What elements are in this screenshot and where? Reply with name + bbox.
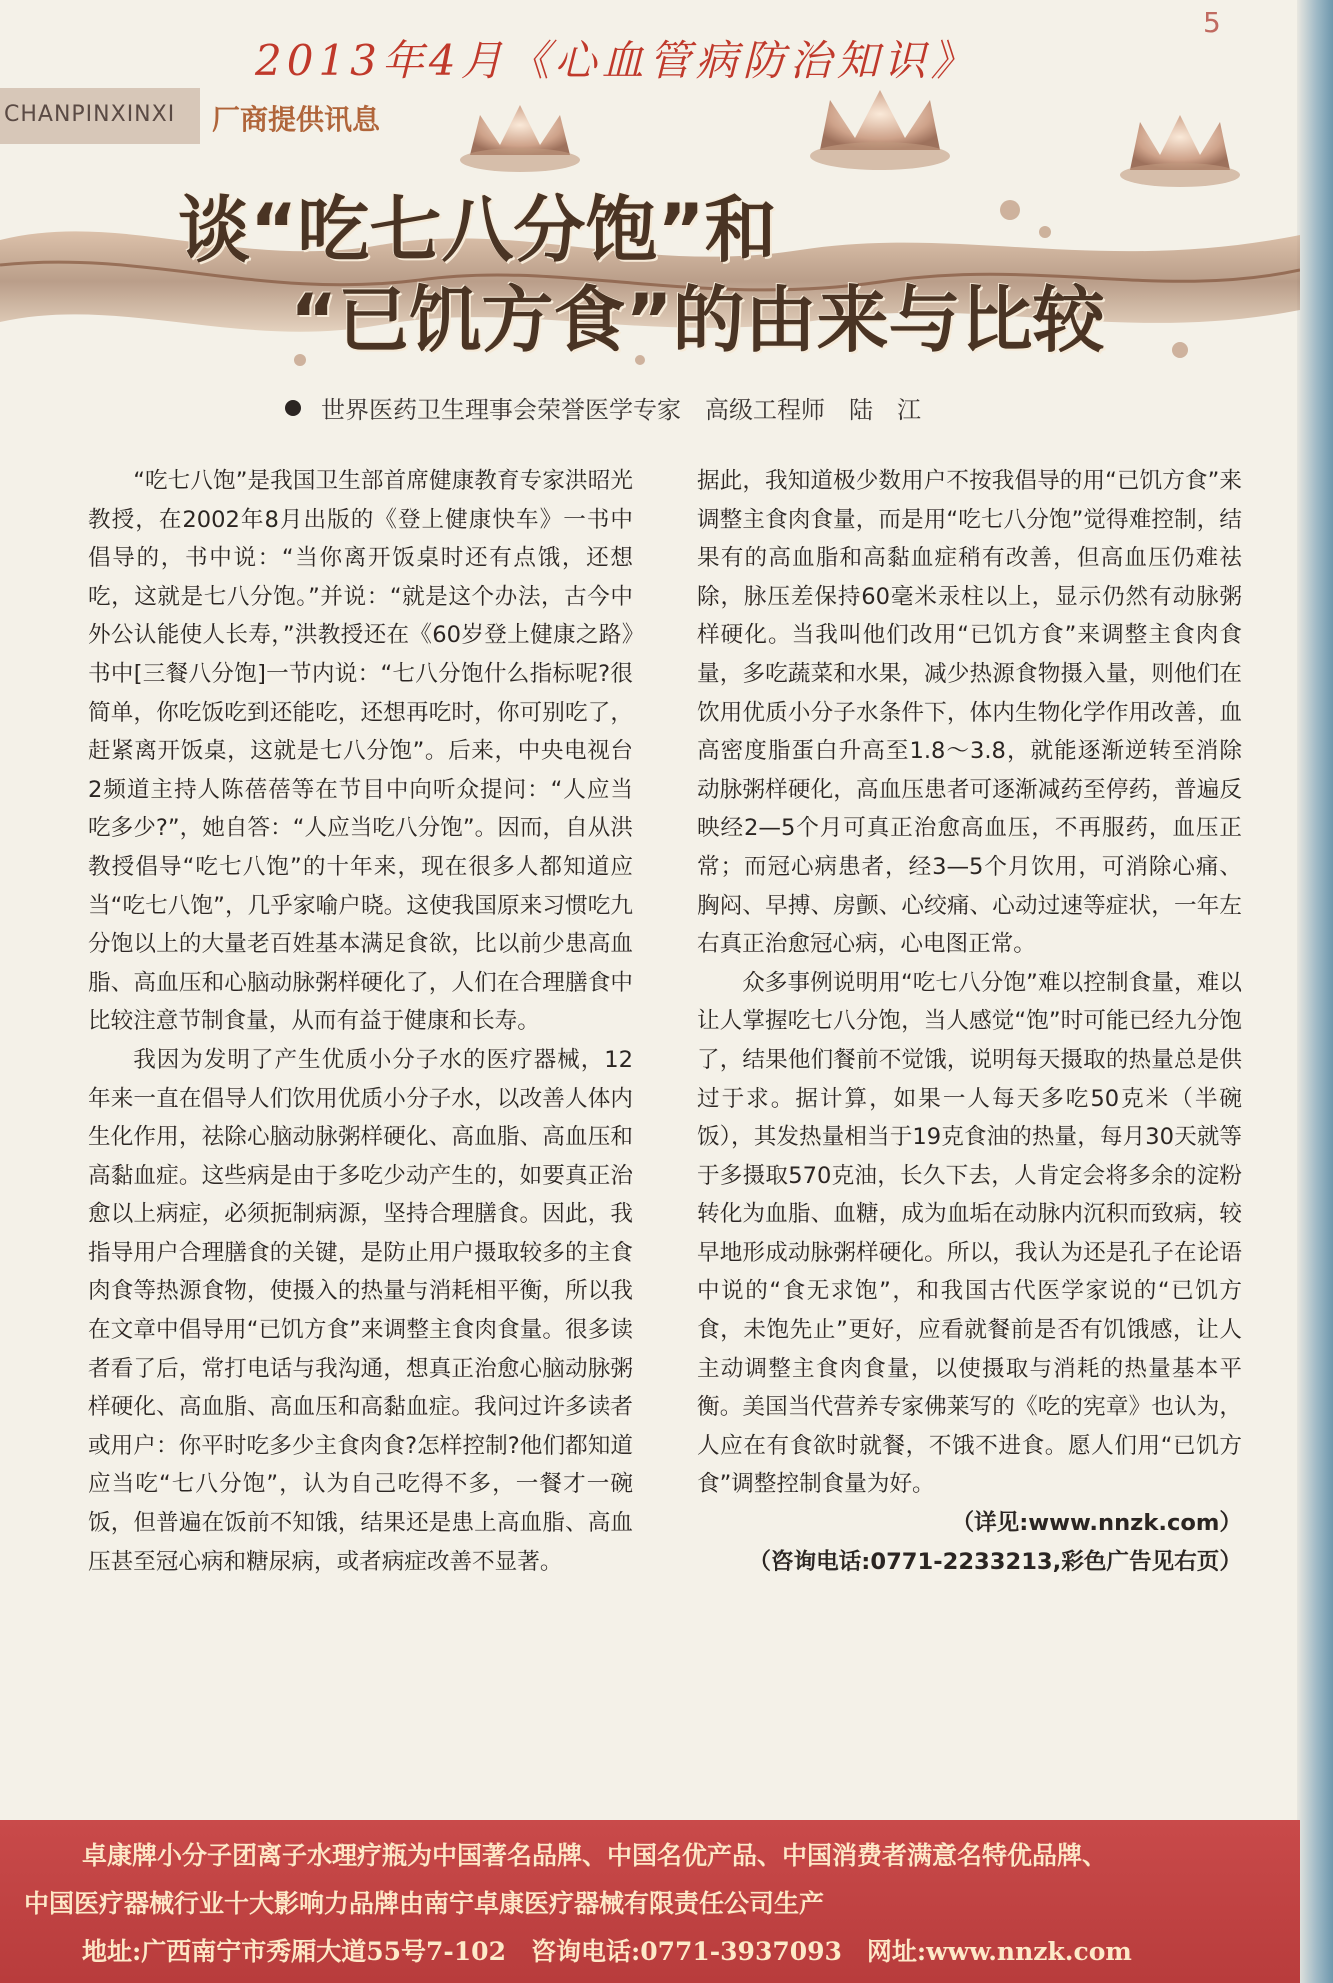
section-tag: [0, 88, 430, 144]
right-column: [697, 462, 1242, 1581]
scan-edge: [1297, 0, 1333, 1983]
detail-link[interactable]: （详见:www.nnzk.com）: [951, 1510, 1242, 1537]
byline-text: 世界医药卫生理事会荣誉医学专家 高级工程师 陆 江: [321, 396, 921, 424]
paragraph: 据此，我知道极少数用户不按我倡导的用“已饥方食”来调整主食肉食量，而是用“吃七八分饱”觉得难控制，结果有的高血脂和高黏血症稍有改善，但高血压仍难祛除，脉压差保持60毫米汞柱以上，显示仍然有动脉粥样硬化。当我叫他们改用“已饥方食”来调整主食肉食量，多吃蔬菜和水果，减少热源食物摄入量，则他们在饮用优质小分子水条件下，体内生物化学作用改善，血高密度脂蛋白升高至1.8～3.8，就能逐渐逆转至消除动脉粥样硬化，高血压患者可逐渐减药至停药，普遍反映经2—5个月可真正治愈高血压，不再服药，血压正常；而冠心病患者，经3—5个月饮用，可消除心痛、胸闷、早搏、房颤、心绞痛、心动过速等症状，一年左右真正治愈冠心病，心电图正常。: [697, 468, 1242, 958]
article-title-line-1: 谈“吃七八分饱”和: [178, 188, 777, 272]
banner-contact-line: 地址:广西南宁市秀厢大道55号7-102 咨询电话:0771-3937093 网址:www.nnzk.com: [82, 1937, 1132, 1966]
article-title-line-2: “已饥方食”的由来与比较: [290, 278, 1105, 362]
bullet-icon: [285, 400, 301, 416]
banner-line-2: 中国医疗器械行业十大影响力品牌由南宁卓康医疗器械有限责任公司生产: [24, 1889, 825, 1918]
paragraph: 众多事例说明用“吃七八分饱”难以控制食量，难以让人掌握吃七八分饱，当人感觉“饱”时可能已经九分饱了，结果他们餐前不觉饿，说明每天摄取的热量总是供过于求。据计算，如果一人每天多吃50克米（半碗饭），其发热量相当于19克食油的热量，每月30天就等于多摄取570克油，长久下去，人肯定会将多余的淀粉转化为血脂、血糖，成为血垢在动脉内沉积而致病，较早地形成动脉粥样硬化。所以，我认为还是孔子在论语中说的“食无求饱”，和我国古代医学家说的“已饥方食，未饱先止”更好，应看就餐前是否有饥饿感，让人主动调整主食肉食量，以使摄取与消耗的热量基本平衡。美国当代营养专家佛莱写的《吃的宪章》也认为，人应在有食欲时就餐，不饿不进食。愿人们用“已饥方食”调整控制食量为好。: [697, 969, 1242, 1498]
section-english-label: CHANPINXINXI: [4, 102, 176, 127]
page-number: 5: [1203, 6, 1221, 39]
paragraph: 我因为发明了产生优质小分子水的医疗器械，12年来一直在倡导人们饮用优质小分子水，以改善人体内生化作用，祛除心脑动脉粥样硬化、高血脂、高血压和高黏血症。这些病是由于多吃少动产生的，如要真正治愈以上病症，必须扼制病源，坚持合理膳食。因此，我指导用户合理膳食的关键，是防止用户摄取较多的主食肉食等热源食物，使摄入的热量与消耗相平衡，所以我在文章中倡导用“已饥方食”来调整主食肉食量。很多读者看了后，常打电话与我沟通，想真正治愈心脑动脉粥样硬化、高血脂、高血压和高黏血症。我问过许多读者或用户：你平时吃多少主食肉食?怎样控制?他们都知道应当吃“七八分饱”，认为自己吃得不多，一餐才一碗饭，但普遍在饭前不知饿，结果还是患上高血脂、高血压甚至冠心病和糖尿病，或者病症改善不显著。: [88, 1046, 633, 1575]
left-column: [88, 462, 633, 1581]
advertisement-banner: [0, 1820, 1300, 1983]
banner-line-1: 卓康牌小分子团离子水理疗瓶为中国著名品牌、中国名优产品、中国消费者满意名特优品牌、: [82, 1841, 1108, 1870]
handwritten-source-note: 2013年4月《心血管病防治知识》: [255, 36, 978, 85]
section-chinese-label: 厂商提供讯息: [212, 103, 381, 136]
consult-phone: （咨询电话:0771-2233213,彩色广告见右页）: [748, 1548, 1242, 1575]
author-byline: [285, 390, 921, 425]
paragraph: “吃七八饱”是我国卫生部首席健康教育专家洪昭光教授，在2002年8月出版的《登上健康快车》一书中倡导的，书中说：“当你离开饭桌时还有点饿，还想吃，这就是七八分饱。”并说：“就是这个办法，古今中外公认能使人长寿，”洪教授还在《60岁登上健康之路》书中[三餐八分饱]一节内说：“七八分饱什么指标呢?很简单，你吃饭吃到还能吃，还想再吃时，你可别吃了，赶紧离开饭桌，这就是七八分饱”。后来，中央电视台2频道主持人陈蓓蓓等在节目中向听众提问：“人应当吃多少?”，她自答：“人应当吃八分饱”。因而，自从洪教授倡导“吃七八饱”的十年来，现在很多人都知道应当“吃七八饱”，几乎家喻户晓。这使我国原来习惯吃九分饱以上的大量老百姓基本满足食欲，比以前少患高血脂、高血压和心脑动脉粥样硬化了，人们在合理膳食中比较注意节制食量，从而有益于健康和长寿。: [88, 468, 633, 1035]
